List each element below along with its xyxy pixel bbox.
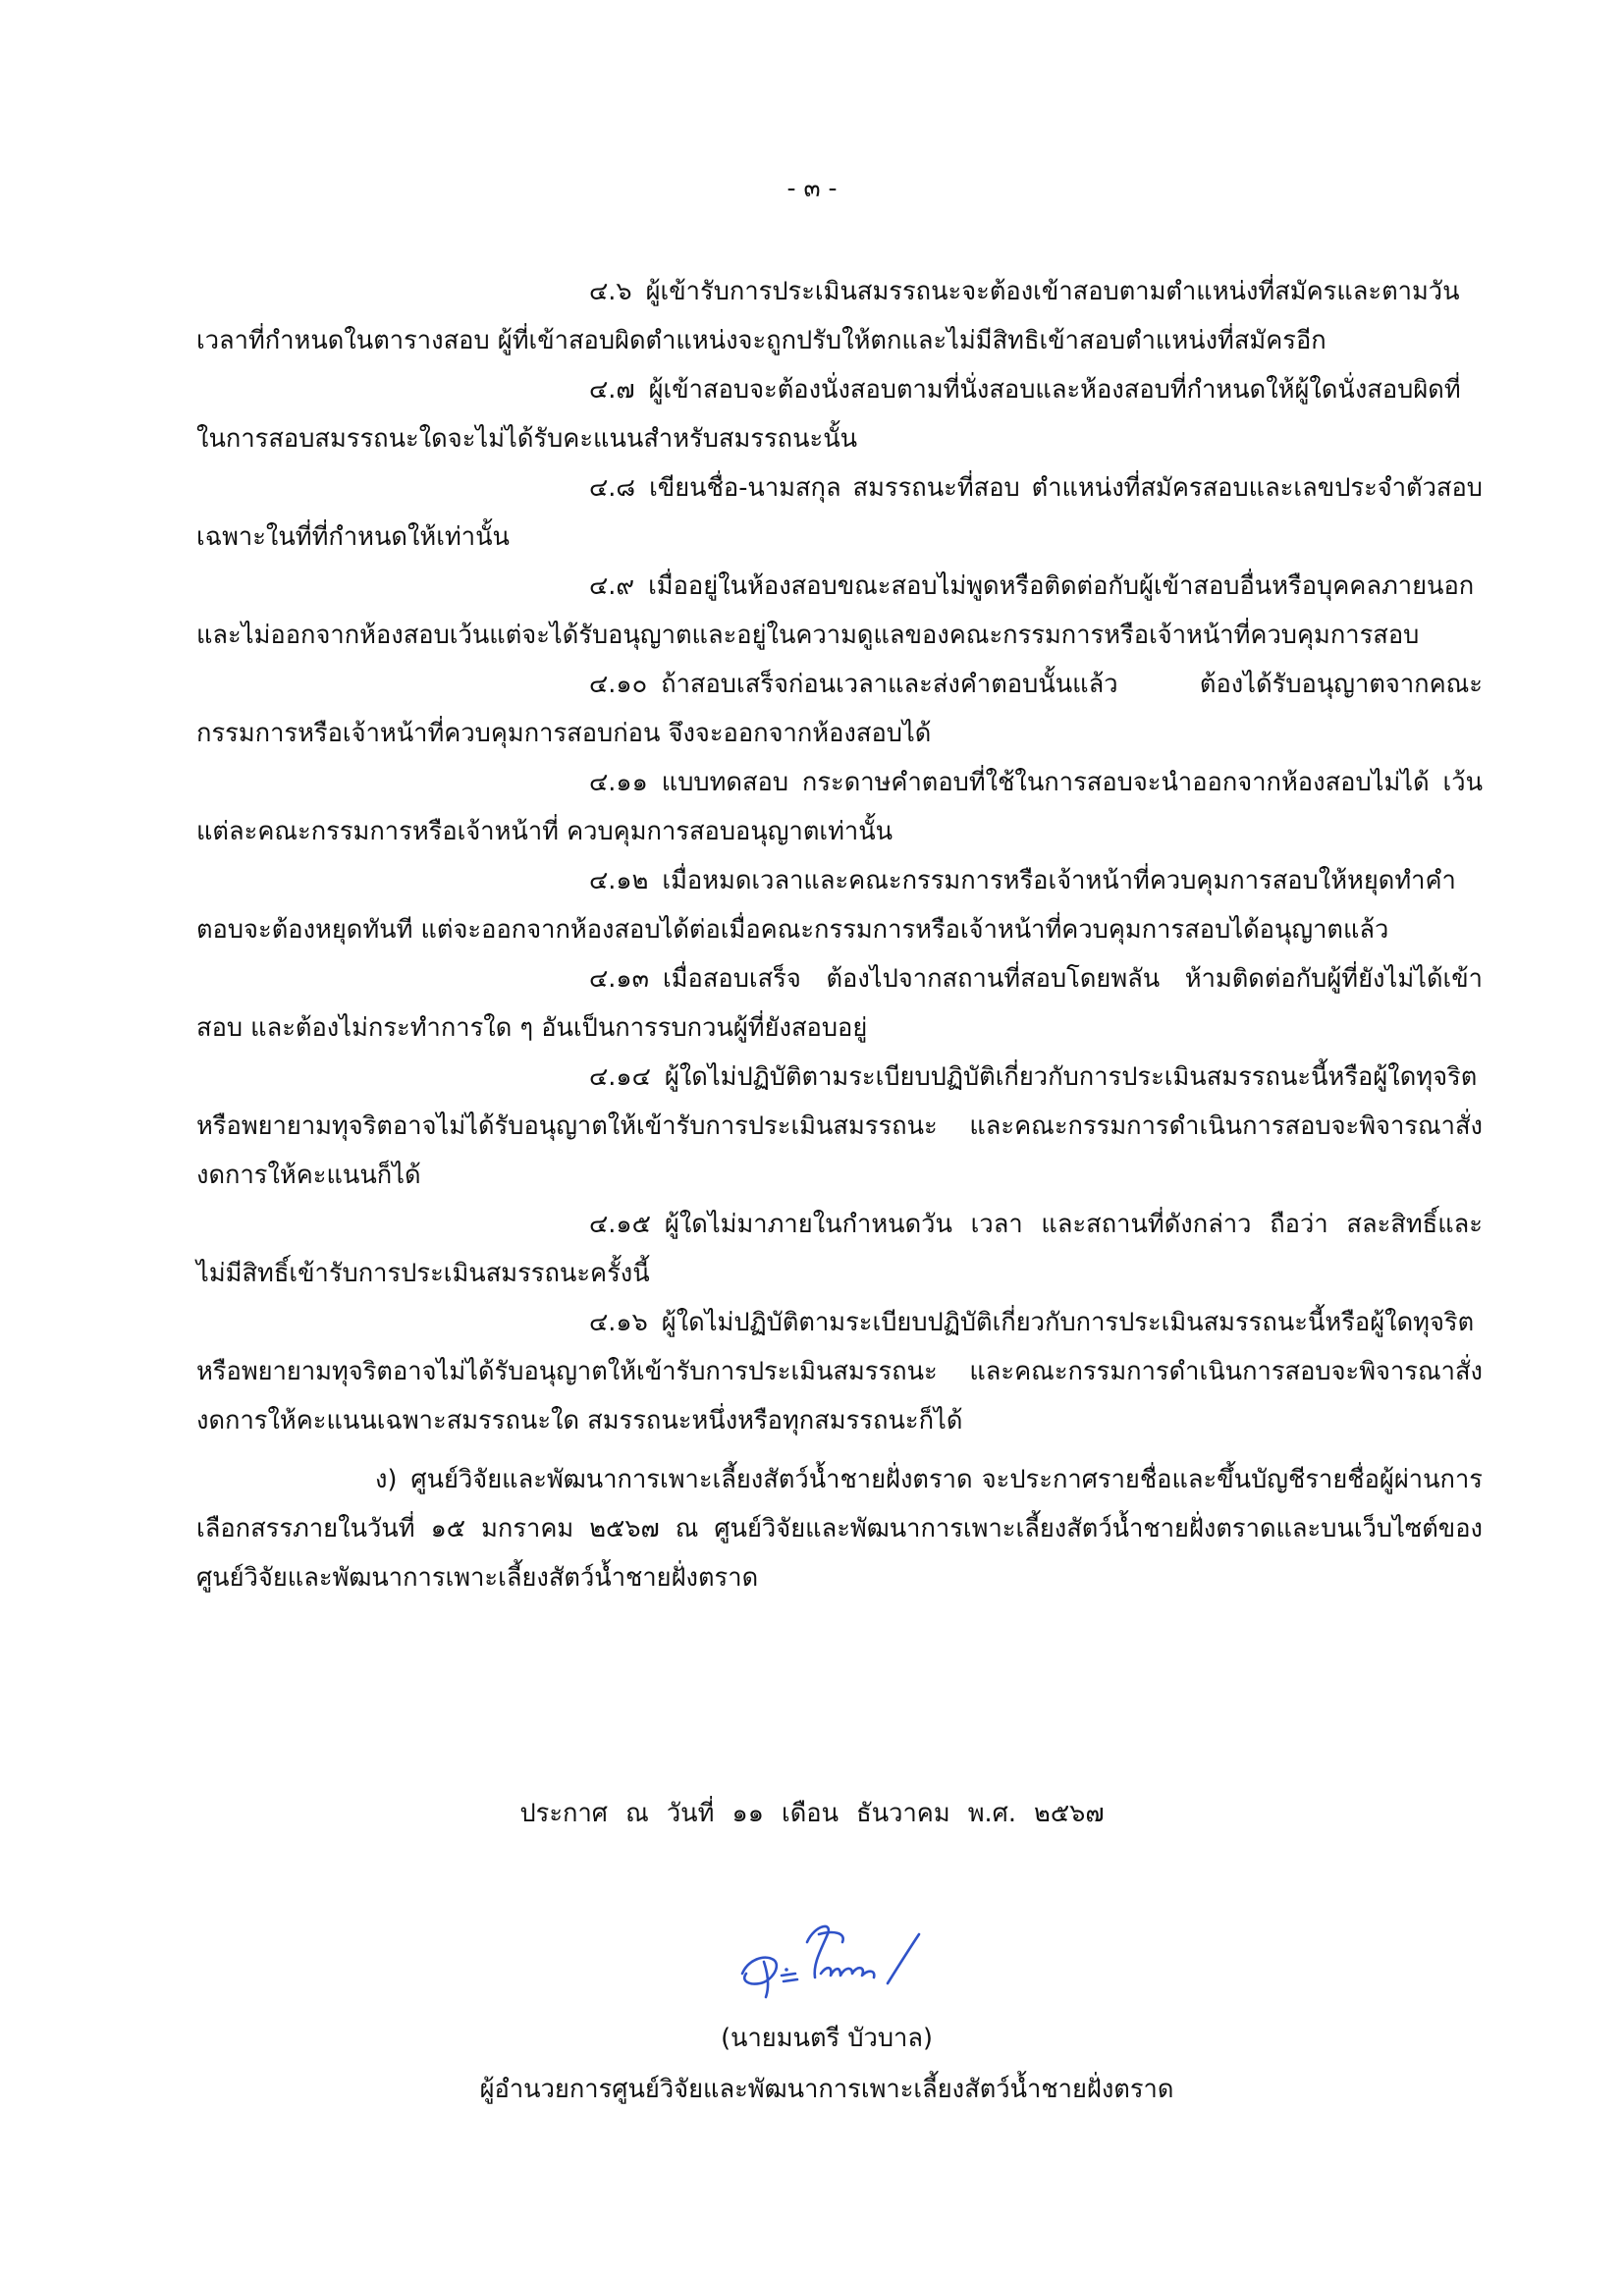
handwritten-signature [725,1913,939,2009]
rule-text: ผู้ใดไม่มาภายในกำหนดวัน เวลา และสถานที่ดังกล่าว ถือว่า สละสิทธิ์และไม่มีสิทธิ์เข้ารับการประเมินสมรรถนะครั้งนี้ [196,1210,1483,1288]
rule-text: ผู้ใดไม่ปฏิบัติตามระเบียบปฏิบัติเกี่ยวกับการประเมินสมรรถนะนี้หรือผู้ใดทุจริต หรือพยายามทุจริตอาจไม่ได้รับอนุญาตให้เข้ารับการประเมินสมรรถนะ และคณะกรรมการดำเนินการสอบจะพิจารณาสั่งงดการให้คะแนนเฉพาะสมรรถนะใด สมรรถนะหนึ่งหรือทุกสมรรถนะก็ได้ [196,1308,1483,1435]
rule-text: เมื่อสอบเสร็จ ต้องไปจากสถานที่สอบโดยพลัน ห้ามติดต่อกับผู้ที่ยังไม่ได้เข้าสอบ และต้องไม่กระทำการใด ๆ อันเป็นการรบกวนผู้ที่ยังสอบอยู่ [196,964,1483,1043]
item-g-label: ง) [375,1465,398,1494]
rule-text: ถ้าสอบเสร็จก่อนเวลาและส่งคำตอบนั้นแล้ว ต้องได้รับอนุญาตจากคณะกรรมการหรือเจ้าหน้าที่ควบคุมการสอบก่อน จึงจะออกจากห้องสอบได้ [196,670,1483,748]
rule-label: ๔.๑๑ [589,768,648,797]
signer-title: ผู้อำนวยการศูนย์วิจัยและพัฒนาการเพาะเลี้ยงสัตว์น้ำชายฝั่งตราด [479,2075,1174,2104]
document-body [196,267,1483,1602]
page-number: - ๓ - [786,174,838,202]
rule-text: ผู้ใดไม่ปฏิบัติตามระเบียบปฏิบัติเกี่ยวกับการประเมินสมรรถนะนี้หรือผู้ใดทุจริต หรือพยายามทุจริตอาจไม่ได้รับอนุญาตให้เข้ารับการประเมินสมรรถนะ และคณะกรรมการดำเนินการสอบจะพิจารณาสั่งงดการให้คะแนนก็ได้ [196,1062,1483,1190]
rule-4-12 [196,856,1483,954]
rule-4-13 [196,954,1483,1053]
rule-4-9 [196,562,1483,660]
rule-text: เขียนชื่อ-นามสกุล สมรรถนะที่สอบ ตำแหน่งที่สมัครสอบและเลขประจำตัวสอบเฉพาะในที่ที่กำหนดให้เท่านั้น [196,473,1483,552]
rule-4-11 [196,758,1483,856]
rule-text: เมื่อหมดเวลาและคณะกรรมการหรือเจ้าหน้าที่ควบคุมการสอบให้หยุดทำคำตอบจะต้องหยุดทันที แต่จะออกจากห้องสอบได้ต่อเมื่อคณะกรรมการหรือเจ้าหน้าที่ควบคุมการสอบได้อนุญาตแล้ว [196,866,1456,945]
signer-name: (นายมนตรี บัวบาล) [721,2024,933,2053]
rule-label: ๔.๑๖ [589,1308,648,1337]
rule-4-7 [196,365,1483,463]
rule-4-10 [196,660,1483,758]
rule-label: ๔.๗ [589,375,635,405]
item-g-text: ศูนย์วิจัยและพัฒนาการเพาะเลี้ยงสัตว์น้ำชายฝั่งตราด จะประกาศรายชื่อและขึ้นบัญชีรายชื่อผู้ผ่านการเลือกสรรภายในวันที่ ๑๕ มกราคม ๒๕๖๗ ณ ศูนย์วิจัยและพัฒนาการเพาะเลี้ยงสัตว์น้ำชายฝั่งตราดและบนเว็บไซต์ของศูนย์วิจัยและพัฒนาการเพาะเลี้ยงสัตว์น้ำชายฝั่งตราด [196,1465,1483,1593]
rule-4-16 [196,1298,1483,1445]
rule-text: เมื่ออยู่ในห้องสอบขณะสอบไม่พูดหรือติดต่อกับผู้เข้าสอบอื่นหรือบุคคลภายนอก และไม่ออกจากห้องสอบเว้นแต่จะได้รับอนุญาตและอยู่ในความดูแลของคณะกรรมการหรือเจ้าหน้าที่ควบคุมการสอบ [196,571,1475,650]
rule-label: ๔.๖ [589,277,632,306]
rule-4-6 [196,267,1483,365]
rule-4-14 [196,1053,1483,1200]
rule-label: ๔.๑๒ [589,866,649,895]
rule-label: ๔.๑๔ [589,1062,651,1092]
rule-text: ผู้เข้ารับการประเมินสมรรถนะจะต้องเข้าสอบตามตำแหน่งที่สมัครและตามวัน เวลาที่กำหนดในตารางสอบ ผู้ที่เข้าสอบผิดตำแหน่งจะถูกปรับให้ตกและไม่มีสิทธิเข้าสอบตำแหน่งที่สมัครอีก [196,277,1460,355]
rule-label: ๔.๙ [589,571,635,601]
rule-label: ๔.๑๕ [589,1210,651,1239]
rule-4-8 [196,463,1483,562]
rule-text: ผู้เข้าสอบจะต้องนั่งสอบตามที่นั่งสอบและห้องสอบที่กำหนดให้ผู้ใดนั่งสอบผิดที่ในการสอบสมรรถนะใดจะไม่ได้รับคะแนนสำหรับสมรรถนะนั้น [196,375,1461,454]
rule-text: แบบทดสอบ กระดาษคำตอบที่ใช้ในการสอบจะนำออกจากห้องสอบไม่ได้ เว้นแต่ละคณะกรรมการหรือเจ้าหน้าที่ ควบคุมการสอบอนุญาตเท่านั้น [196,768,1483,846]
rule-label: ๔.๘ [589,473,636,503]
announcement-date: ประกาศ ณ วันที่ ๑๑ เดือน ธันวาคม พ.ศ. ๒๕๖๗ [519,1799,1105,1828]
rule-4-15 [196,1200,1483,1298]
item-g-paragraph [196,1455,1483,1602]
rule-label: ๔.๑๐ [589,670,648,699]
rule-label: ๔.๑๓ [589,964,650,994]
